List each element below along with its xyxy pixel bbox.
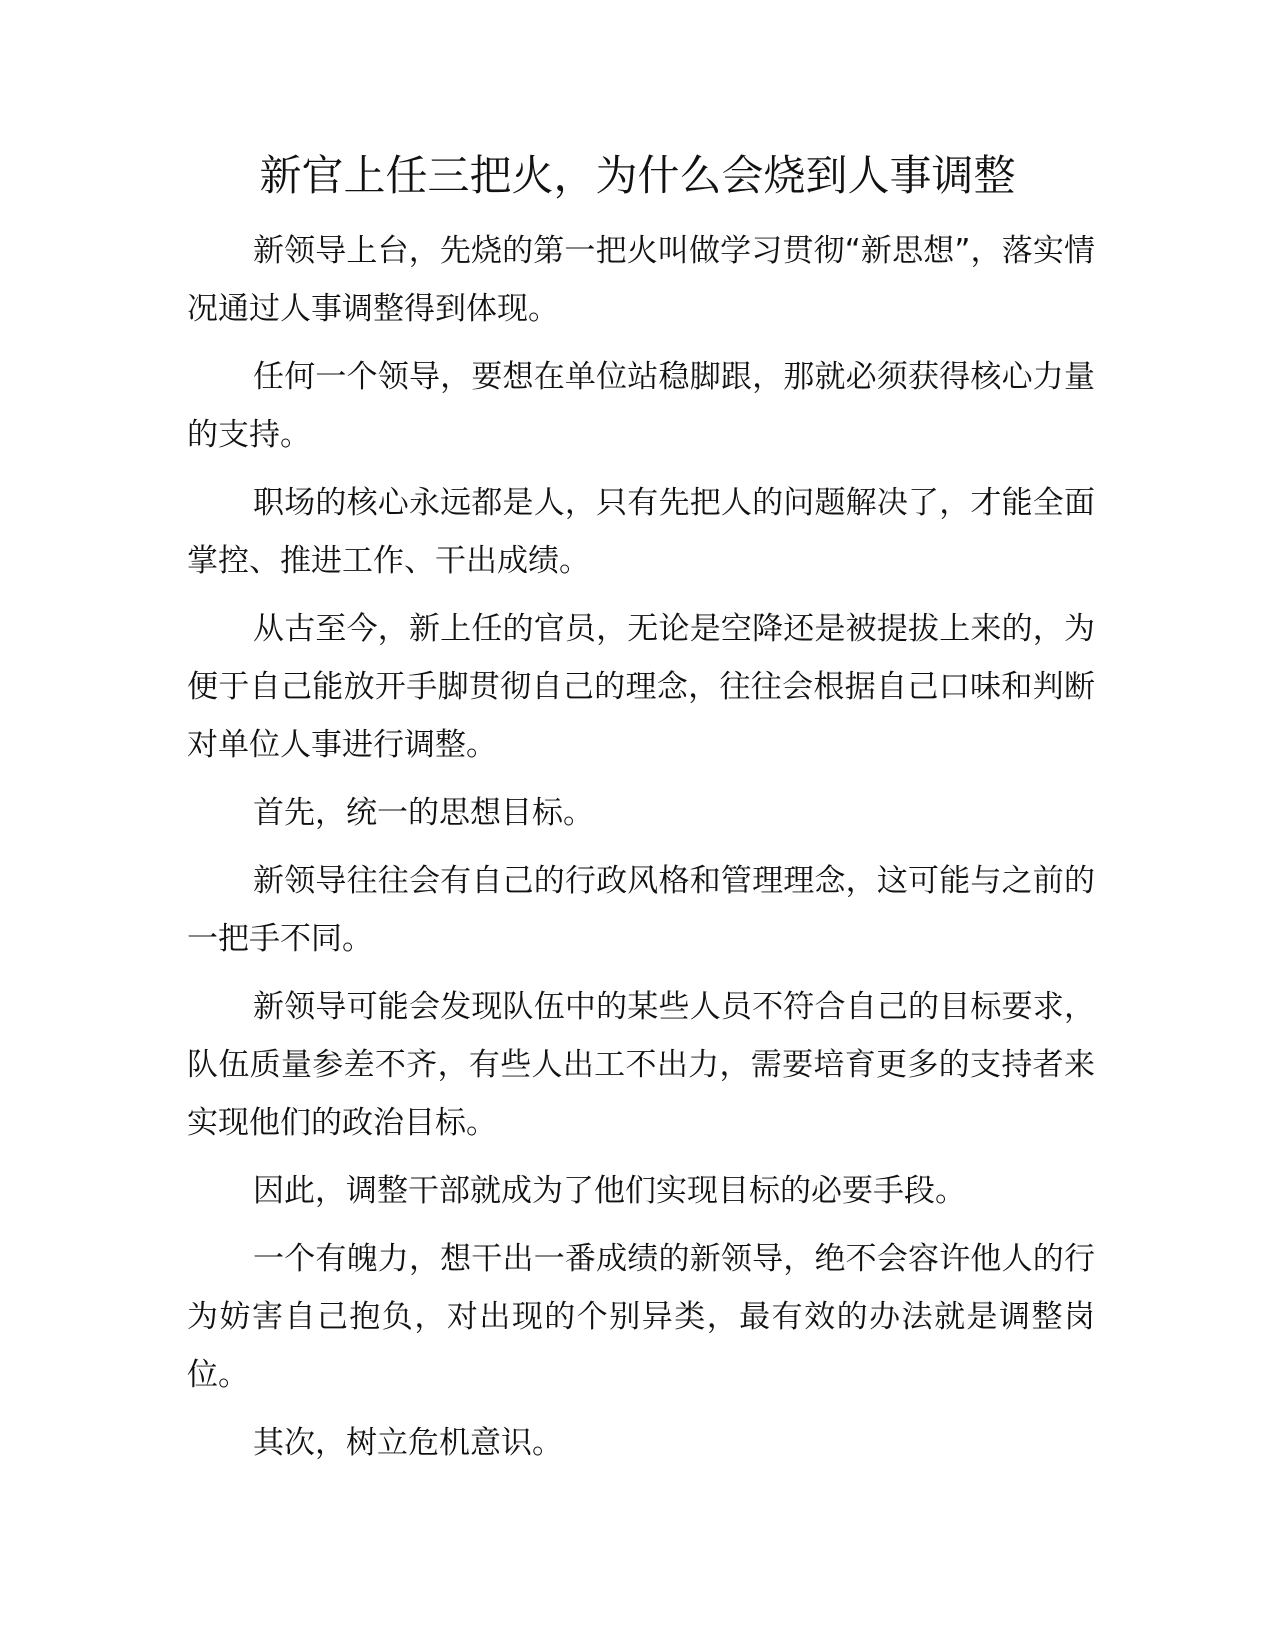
document-title: 新官上任三把火，为什么会烧到人事调整 [259,151,1016,200]
paragraph-3: 职场的核心永远都是人，只有先把人的问题解决了，才能全面掌控、推进工作、干出成绩。 [187,485,1095,579]
paragraph-7: 新领导可能会发现队伍中的某些人员不符合自己的目标要求，队伍质量参差不齐，有些人出工不出力，需要培育更多的支持者来实现他们的政治目标。 [187,989,1095,1141]
paragraph-8: 因此，调整干部就成为了他们实现目标的必要手段。 [253,1173,966,1209]
paragraph-5: 首先，统一的思想目标。 [253,795,594,831]
paragraph-4: 从古至今，新上任的官员，无论是空降还是被提拔上来的，为便于自己能放开手脚贯彻自己的理念，往往会根据自己口味和判断对单位人事进行调整。 [187,611,1095,763]
paragraph-2: 任何一个领导，要想在单位站稳脚跟，那就必须获得核心力量的支持。 [187,359,1095,453]
document-body [187,222,1095,1482]
paragraph-10: 其次，树立危机意识。 [253,1425,563,1461]
paragraph-6: 新领导往往会有自己的行政风格和管理理念，这可能与之前的一把手不同。 [187,863,1095,957]
paragraph-9: 一个有魄力，想干出一番成绩的新领导，绝不会容许他人的行为妨害自己抱负，对出现的个别异类，最有效的办法就是调整岗位。 [187,1241,1095,1393]
paragraph-1: 新领导上台，先烧的第一把火叫做学习贯彻“新思想”，落实情况通过人事调整得到体现。 [187,233,1095,327]
